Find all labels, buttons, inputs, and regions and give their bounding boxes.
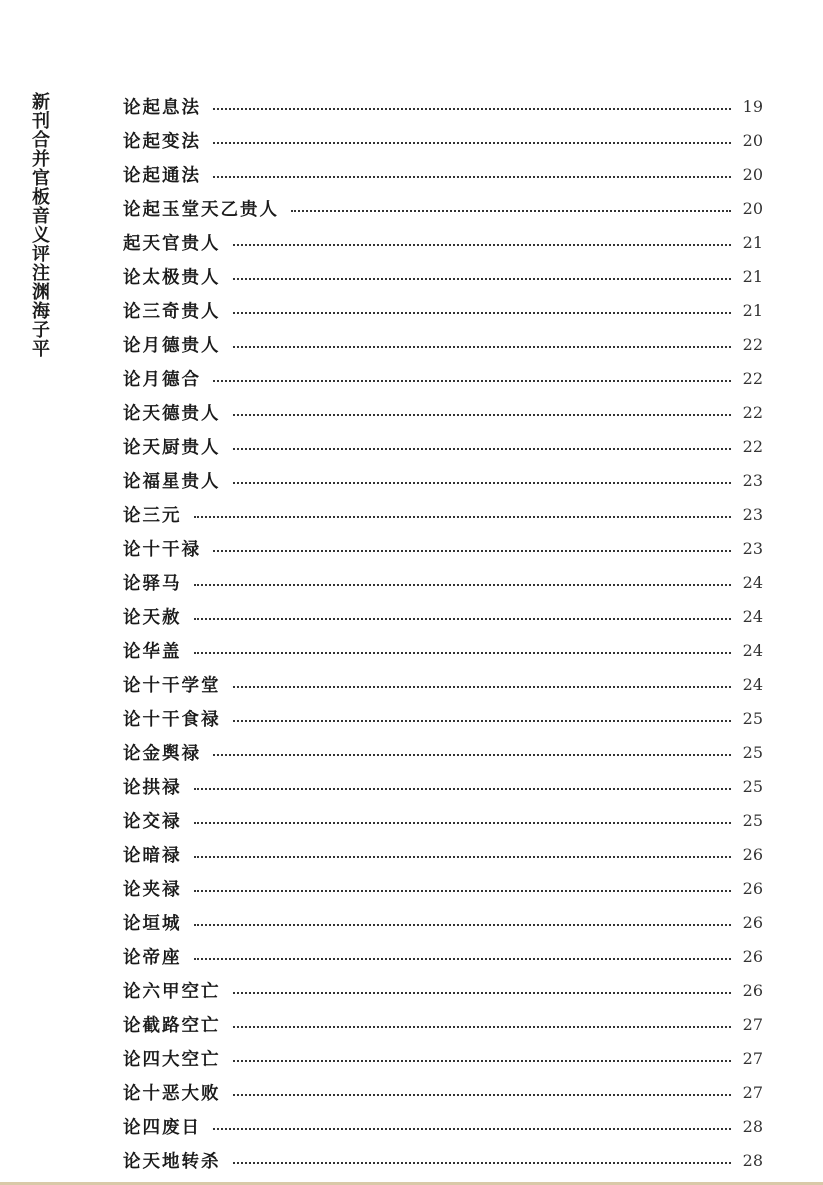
toc-entry[interactable] xyxy=(123,1109,763,1143)
toc-entry-title: 论月德贵人 xyxy=(123,335,221,356)
toc-entry-page-number: 26 xyxy=(742,946,763,966)
toc-entry[interactable] xyxy=(123,769,763,803)
toc-entry-title: 论起玉堂天乙贵人 xyxy=(123,199,279,220)
dot-leader xyxy=(194,516,732,518)
toc-entry-page-number: 27 xyxy=(742,1014,763,1034)
toc-entry-title: 论三奇贵人 xyxy=(123,301,221,322)
dot-leader xyxy=(194,618,732,620)
toc-entry-title: 论十干学堂 xyxy=(123,675,221,696)
toc-entry-page-number: 20 xyxy=(742,198,763,218)
toc-entry-page-number: 20 xyxy=(742,164,763,184)
dot-leader xyxy=(194,958,732,960)
dot-leader xyxy=(233,414,732,416)
toc-entry-title: 论天厨贵人 xyxy=(123,437,221,458)
dot-leader xyxy=(213,142,731,144)
toc-entry-title: 论金舆禄 xyxy=(123,743,201,764)
toc-entry-title: 论起通法 xyxy=(123,165,201,186)
dot-leader xyxy=(213,380,731,382)
dot-leader xyxy=(233,992,732,994)
toc-entry-page-number: 24 xyxy=(742,606,763,626)
toc-entry[interactable] xyxy=(123,361,763,395)
toc-entry-page-number: 26 xyxy=(742,980,763,1000)
toc-entry[interactable] xyxy=(123,225,763,259)
toc-entry[interactable] xyxy=(123,701,763,735)
toc-entry-page-number: 28 xyxy=(742,1116,763,1136)
toc-entry[interactable] xyxy=(123,497,763,531)
toc-entry-title: 论起息法 xyxy=(123,97,201,118)
dot-leader xyxy=(194,822,732,824)
dot-leader xyxy=(194,788,732,790)
dot-leader xyxy=(233,278,732,280)
dot-leader xyxy=(233,1094,732,1096)
toc-entry-page-number: 27 xyxy=(742,1048,763,1068)
toc-entry-page-number: 23 xyxy=(742,504,763,524)
toc-entry[interactable] xyxy=(123,599,763,633)
toc-entry[interactable] xyxy=(123,463,763,497)
toc-entry-page-number: 26 xyxy=(742,844,763,864)
dot-leader xyxy=(194,652,732,654)
toc-entry-title: 论月德合 xyxy=(123,369,201,390)
toc-entry[interactable] xyxy=(123,429,763,463)
toc-entry-title: 论帝座 xyxy=(123,947,182,968)
toc-entry-page-number: 19 xyxy=(742,96,763,116)
table-of-contents xyxy=(123,89,763,1177)
toc-entry[interactable] xyxy=(123,973,763,1007)
toc-entry-page-number: 24 xyxy=(742,572,763,592)
book-title-vertical: 新刊合并官板音义评注渊海子平 xyxy=(29,92,50,358)
toc-entry[interactable] xyxy=(123,803,763,837)
toc-entry[interactable] xyxy=(123,89,763,123)
toc-entry[interactable] xyxy=(123,531,763,565)
toc-entry-page-number: 21 xyxy=(742,232,763,252)
toc-entry[interactable] xyxy=(123,837,763,871)
toc-entry[interactable] xyxy=(123,633,763,667)
dot-leader xyxy=(213,754,731,756)
dot-leader xyxy=(194,890,732,892)
dot-leader xyxy=(233,482,732,484)
toc-entry-title: 论十干食禄 xyxy=(123,709,221,730)
toc-entry[interactable] xyxy=(123,1041,763,1075)
toc-entry-title: 论四废日 xyxy=(123,1117,201,1138)
dot-leader xyxy=(291,210,731,212)
toc-entry-title: 论拱禄 xyxy=(123,777,182,798)
toc-entry-page-number: 28 xyxy=(742,1150,763,1170)
toc-entry-title: 论天地转杀 xyxy=(123,1151,221,1172)
toc-entry[interactable] xyxy=(123,939,763,973)
toc-entry[interactable] xyxy=(123,259,763,293)
toc-entry[interactable] xyxy=(123,905,763,939)
toc-entry-page-number: 24 xyxy=(742,640,763,660)
toc-entry-page-number: 26 xyxy=(742,878,763,898)
toc-entry-page-number: 27 xyxy=(742,1082,763,1102)
toc-entry-title: 论四大空亡 xyxy=(123,1049,221,1070)
toc-entry-title: 论六甲空亡 xyxy=(123,981,221,1002)
toc-entry-title: 论垣城 xyxy=(123,913,182,934)
toc-entry[interactable] xyxy=(123,395,763,429)
toc-entry-title: 论十干禄 xyxy=(123,539,201,560)
toc-entry-page-number: 23 xyxy=(742,538,763,558)
toc-entry-title: 论截路空亡 xyxy=(123,1015,221,1036)
dot-leader xyxy=(233,312,732,314)
dot-leader xyxy=(213,1128,731,1130)
toc-entry[interactable] xyxy=(123,1143,763,1177)
dot-leader xyxy=(233,448,732,450)
dot-leader xyxy=(233,346,732,348)
dot-leader xyxy=(233,1162,732,1164)
toc-entry-page-number: 25 xyxy=(742,742,763,762)
toc-entry[interactable] xyxy=(123,191,763,225)
toc-entry-page-number: 21 xyxy=(742,300,763,320)
toc-entry-title: 论华盖 xyxy=(123,641,182,662)
toc-entry[interactable] xyxy=(123,1075,763,1109)
toc-entry-title: 论十恶大败 xyxy=(123,1083,221,1104)
toc-entry-page-number: 21 xyxy=(742,266,763,286)
toc-entry-page-number: 22 xyxy=(742,368,763,388)
toc-entry-title: 论太极贵人 xyxy=(123,267,221,288)
dot-leader xyxy=(233,1026,732,1028)
dot-leader xyxy=(194,924,732,926)
toc-entry-page-number: 22 xyxy=(742,334,763,354)
toc-entry[interactable] xyxy=(123,293,763,327)
dot-leader xyxy=(233,686,732,688)
toc-entry-page-number: 22 xyxy=(742,402,763,422)
toc-entry-title: 论起变法 xyxy=(123,131,201,152)
toc-entry-page-number: 26 xyxy=(742,912,763,932)
toc-entry-page-number: 20 xyxy=(742,130,763,150)
toc-entry[interactable] xyxy=(123,123,763,157)
toc-entry[interactable] xyxy=(123,1007,763,1041)
toc-entry-title: 论天赦 xyxy=(123,607,182,628)
toc-entry-title: 论暗禄 xyxy=(123,845,182,866)
dot-leader xyxy=(213,550,731,552)
dot-leader xyxy=(233,720,732,722)
toc-entry-page-number: 22 xyxy=(742,436,763,456)
dot-leader xyxy=(233,244,732,246)
toc-entry[interactable] xyxy=(123,157,763,191)
toc-entry-title: 论三元 xyxy=(123,505,182,526)
dot-leader xyxy=(194,856,732,858)
toc-entry-page-number: 23 xyxy=(742,470,763,490)
toc-entry[interactable] xyxy=(123,735,763,769)
dot-leader xyxy=(213,176,731,178)
dot-leader xyxy=(213,108,731,110)
toc-entry-title: 论交禄 xyxy=(123,811,182,832)
toc-entry-page-number: 25 xyxy=(742,708,763,728)
toc-entry[interactable] xyxy=(123,565,763,599)
toc-entry[interactable] xyxy=(123,327,763,361)
toc-entry-page-number: 25 xyxy=(742,776,763,796)
toc-entry-title: 起天官贵人 xyxy=(123,233,221,254)
toc-entry-page-number: 25 xyxy=(742,810,763,830)
toc-entry[interactable] xyxy=(123,871,763,905)
toc-entry-title: 论福星贵人 xyxy=(123,471,221,492)
dot-leader xyxy=(233,1060,732,1062)
toc-entry-title: 论天德贵人 xyxy=(123,403,221,424)
toc-entry-page-number: 24 xyxy=(742,674,763,694)
toc-entry-title: 论驿马 xyxy=(123,573,182,594)
toc-entry[interactable] xyxy=(123,667,763,701)
dot-leader xyxy=(194,584,732,586)
toc-entry-title: 论夹禄 xyxy=(123,879,182,900)
